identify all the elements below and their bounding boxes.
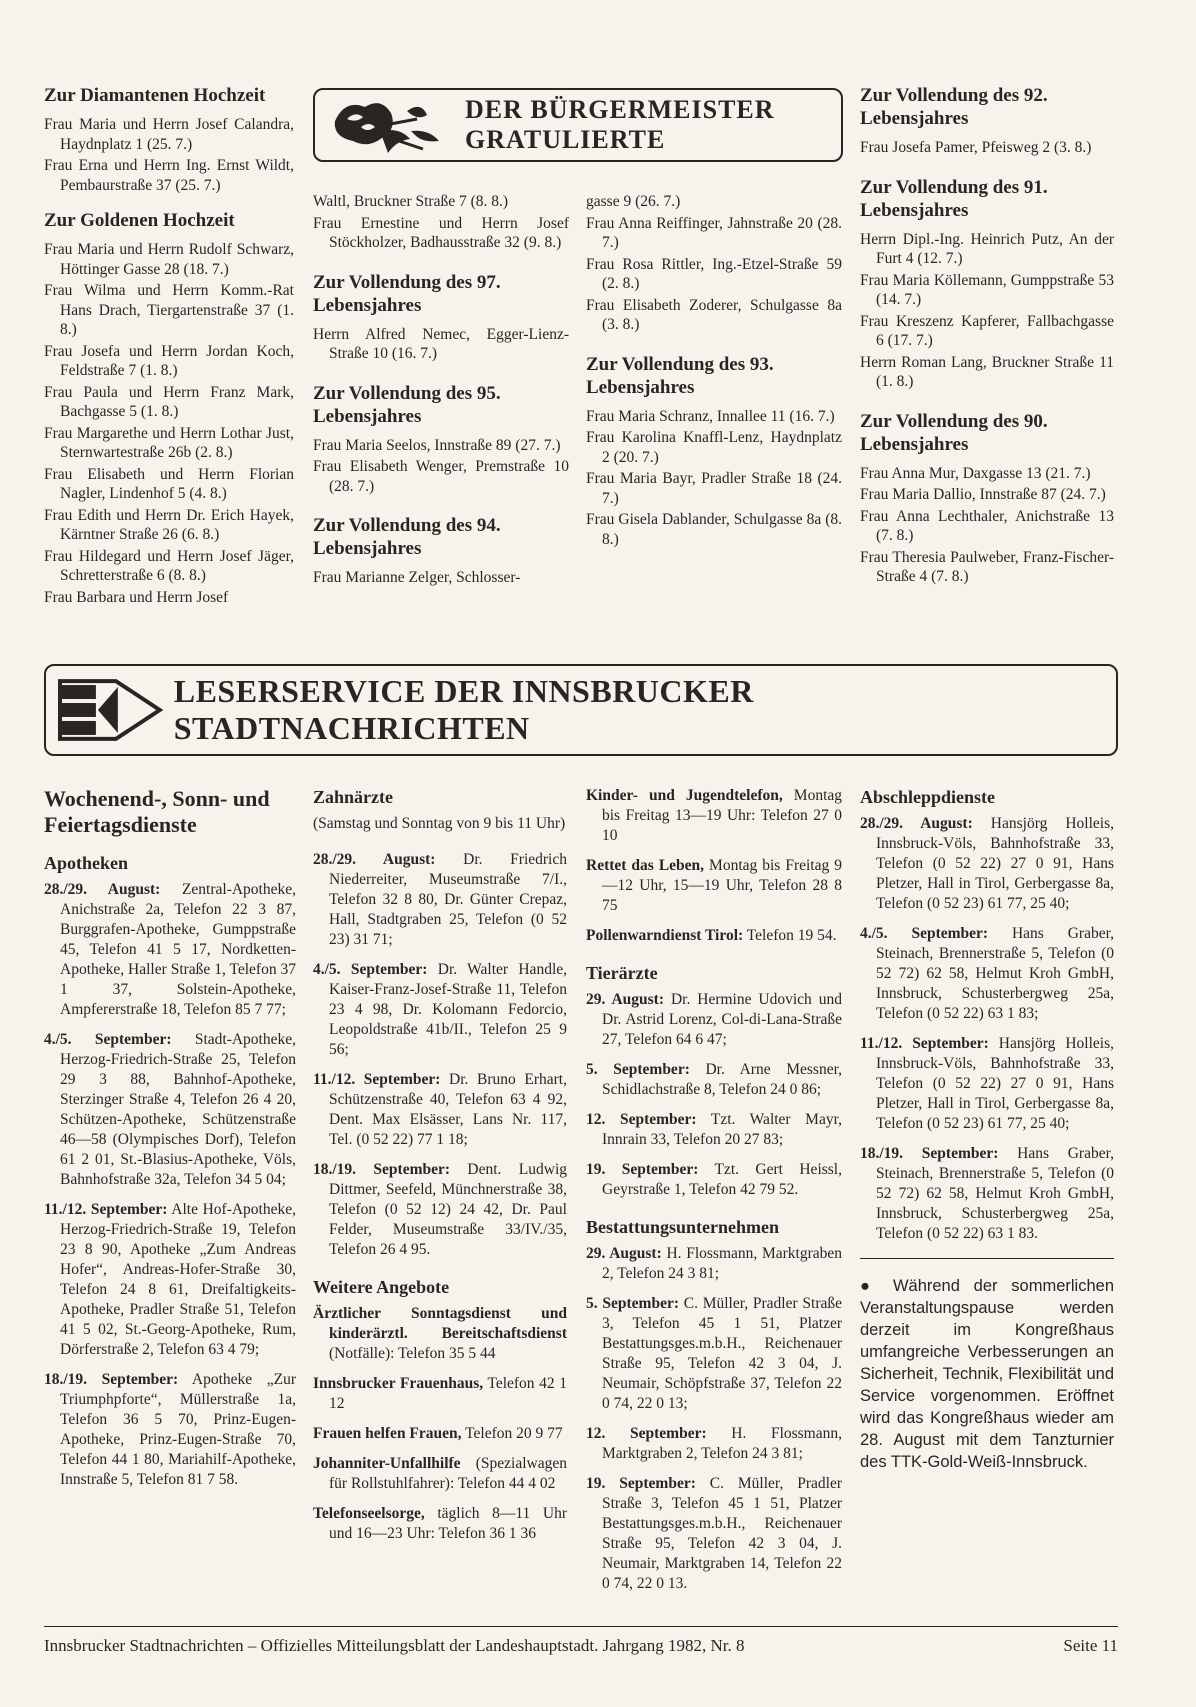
service-entry	[586, 1110, 842, 1150]
entry-label: 18./19. September:	[44, 1371, 179, 1388]
entry: Waltl, Bruckner Straße 7 (8. 8.)	[313, 193, 509, 210]
entry: Frau Elisabeth Wenger, Premstraße 10 (28. 7.)	[313, 458, 569, 495]
service-entry	[313, 1454, 567, 1494]
entry-text: Montag bis Freitag 9—12 Uhr, 15—19 Uhr, Telefon 28 8 75	[602, 857, 842, 914]
entry-text: H. Flossmann, Marktgraben 2, Telefon 24 3 81;	[602, 1245, 843, 1282]
entry-list	[860, 814, 1114, 1244]
entry-label: 18./19. September:	[313, 1161, 451, 1178]
entry-text: C. Müller, Pradler Straße 3, Telefon 45 1 51, Platzer Bestattungsges.m.b.H., Reichenauer Straße 95, Telefon 42 3 04, J. Neumair, Marktgraben 14, Telefon 22 0 74, 22 0 13.	[602, 1475, 842, 1592]
entry-text: Tzt. Walter Mayr, Innrain 33, Telefon 20 27 83;	[602, 1111, 842, 1148]
entry-text: Telefon 42 1 12	[329, 1375, 567, 1412]
service-entry	[586, 1244, 842, 1284]
entry: Herrn Roman Lang, Bruckner Straße 11 (1. 8.)	[860, 353, 1114, 390]
entry-text: Dr. Hermine Udovich und Dr. Astrid Lorenz, Col-di-Lana-Straße 27, Telefon 64 6 47;	[602, 991, 842, 1048]
entry-label: 28./29. August:	[313, 851, 436, 868]
entry-label: 18./19. September:	[860, 1145, 999, 1162]
entry-list	[313, 850, 567, 1260]
section-heading: Zur Vollendung des 95. Lebensjahres	[313, 382, 501, 427]
service-entry	[586, 786, 842, 846]
entry-text: H. Flossmann, Marktgraben 2, Telefon 24 3 81;	[602, 1425, 842, 1462]
service-entry	[44, 1030, 296, 1190]
service-title: Wochenend-, Sonn- und Feiertagsdienste	[44, 786, 270, 837]
entry: Frau Anna Reiffinger, Jahnstraße 20 (28. 7.)	[586, 214, 842, 251]
entry: Frau Ernestine und Herrn Josef Stöckholzer, Badhausstraße 32 (9. 8.)	[313, 214, 569, 251]
entry: Frau Maria Dallio, Innstraße 87 (24. 7.)	[860, 486, 1106, 503]
entry: gasse 9 (26. 7.)	[586, 193, 681, 210]
service-entry	[313, 1160, 567, 1260]
bullet-icon: ●	[860, 1277, 880, 1295]
entry-label: 28./29. August:	[860, 815, 973, 832]
entry: Herrn Alfred Nemec, Egger-Lienz-Straße 10 (16. 7.)	[313, 325, 569, 362]
service-entry	[44, 1200, 296, 1360]
entry-label: Telefonseelsorge,	[313, 1505, 425, 1522]
service-entry	[586, 990, 842, 1050]
entry-label: 11./12. September:	[313, 1071, 441, 1088]
entry-list	[313, 1304, 567, 1544]
service-entry	[44, 880, 296, 1020]
banner-buergermeister	[313, 88, 843, 162]
entry: Frau Margarethe und Herrn Lothar Just, Sternwartestraße 26b (2. 8.)	[44, 424, 294, 461]
zahnaerzte-heading: Zahnärzte	[313, 787, 393, 807]
banner-leserservice-title: LESERSERVICE DER INNSBRUCKER STADTNACHRICHTEN	[173, 673, 754, 746]
gratulation-col-1	[44, 84, 294, 609]
arrow-logo-icon	[56, 675, 166, 745]
page-footer	[44, 1626, 1118, 1661]
entry: Frau Maria Bayr, Pradler Straße 18 (24. 7.)	[586, 470, 842, 507]
entry-text: Telefon 19 54.	[743, 927, 837, 944]
service-entry	[313, 1374, 567, 1414]
gratulation-col-3	[586, 192, 842, 551]
service-entry	[586, 1424, 842, 1464]
entry: Frau Erna und Herrn Ing. Ernst Wildt, Pembaurstraße 37 (25. 7.)	[44, 157, 294, 194]
section-heading: Zur Vollendung des 93. Lebensjahres	[586, 353, 774, 398]
entry: Frau Maria und Herrn Rudolf Schwarz, Höttinger Gasse 28 (18. 7.)	[44, 241, 294, 278]
entry-list	[44, 115, 294, 195]
entry: Herrn Dipl.-Ing. Heinrich Putz, An der Furt 4 (12. 7.)	[860, 230, 1114, 267]
service-entry	[313, 960, 567, 1060]
service-entry	[313, 1304, 567, 1364]
service-col-3	[586, 786, 842, 1604]
section-heading: Zur Vollendung des 90. Lebensjahres	[860, 410, 1048, 455]
service-entry	[313, 850, 567, 950]
entry-list	[313, 192, 569, 588]
entry-label: 4./5. September:	[44, 1031, 172, 1048]
entry-label: 12. September:	[586, 1111, 697, 1128]
service-entry	[313, 1070, 567, 1150]
service-col-4	[860, 786, 1114, 1473]
entry-label: 19. September:	[586, 1475, 696, 1492]
entry-label: 5. September:	[586, 1061, 690, 1078]
service-col-2	[313, 786, 567, 1554]
zahnaerzte-note: (Samstag und Sonntag von 9 bis 11 Uhr)	[313, 815, 566, 832]
entry-text: Hans Graber, Steinach, Brennerstraße 5, Telefon (0 52 72) 62 58, Helmut Kroh GmbH, Innsbruck, Schusterbergweg 25a, Telefon (0 52 22) 63 1 83.	[876, 1145, 1115, 1242]
service-entry	[313, 1504, 567, 1544]
rose-icon	[325, 91, 455, 159]
entry-label: 4./5. September:	[860, 925, 989, 942]
entry-label: 11./12. September:	[44, 1201, 168, 1218]
section-heading: Zur Vollendung des 97. Lebensjahres	[313, 271, 501, 316]
entry-text: Hansjörg Holleis, Innsbruck-Völs, Bahnhofstraße 33, Telefon (0 52 22) 27 0 91, Hans Pletzer, Hall in Tirol, Gerbergasse 8a, Telefon (0 52 23) 61 77, 25 40;	[876, 815, 1114, 912]
divider	[860, 1258, 1114, 1259]
banner-leserservice	[44, 664, 1118, 756]
entry: Frau Gisela Dablander, Schulgasse 8a (8. 8.)	[586, 511, 842, 548]
notice-text: Während der sommerlichen Veranstaltungspause werden derzeit im Kongreßhaus umfangreiche Verbesserungen an Sicherheit, Technik, Flexibilität und Service vorgenommen. Eröffnet wird das Kongreßhaus wieder am 28. August mit dem Tanzturnier des TTK-Gold-Weiß-Innsbruck.	[860, 1277, 1115, 1471]
entry-text: C. Müller, Pradler Straße 3, Telefon 45 1 51, Platzer Bestattungsges.m.b.H., Reichenauer Straße 95, Telefon 42 3 04, J. Neumair, Schöpfstraße 37, Telefon 22 0 74, 22 0 13;	[602, 1295, 842, 1412]
entry: Frau Rosa Rittler, Ing.-Etzel-Straße 59 (2. 8.)	[586, 255, 842, 292]
entry-list	[44, 880, 296, 1490]
entry-text: Zentral-Apotheke, Anichstraße 2a, Telefon 22 3 87, Burggrafen-Apotheke, Gumppstraße 45, Telefon 41 5 17, Nordketten-Apotheke, Haller Straße 1, Telefon 37 1 37, Solstein-Apotheke, Ampfererstraße 18, Telefon 85 7 77;	[60, 881, 296, 1018]
entry: Frau Theresia Paulweber, Franz-Fischer-Straße 4 (7. 8.)	[860, 548, 1114, 585]
entry-label: Rettet das Leben,	[586, 857, 705, 874]
entry-text: Dr. Bruno Erhart, Schützenstraße 40, Telefon 63 4 92, Dent. Max Elsässer, Lans Nr. 117, Tel. (0 52 22) 77 1 18;	[329, 1071, 567, 1148]
entry-list	[860, 84, 1114, 587]
entry-text: Hans Graber, Steinach, Brennerstraße 5, Telefon (0 52 72) 62 58, Helmut Kroh GmbH, Innsbruck, Schusterbergweg 25a, Telefon (0 52 22) 63 1 83;	[876, 925, 1115, 1022]
heading-diamond: Zur Diamantenen Hochzeit	[44, 85, 266, 106]
section-heading: Zur Vollendung des 92. Lebensjahres	[860, 85, 1048, 129]
entry: Frau Maria Köllemann, Gumppstraße 53 (14. 7.)	[860, 271, 1114, 308]
service-entry	[860, 814, 1114, 914]
entry-list	[586, 1244, 842, 1594]
entry-label: Innsbrucker Frauenhaus,	[313, 1375, 484, 1392]
entry-label: 4./5. September:	[313, 961, 428, 978]
service-entry	[586, 926, 842, 946]
entry-label: Ärztlicher Sonntagsdienst und kinderärztl. Bereitschaftsdienst	[313, 1305, 567, 1342]
entry: Frau Anna Mur, Daxgasse 13 (21. 7.)	[860, 464, 1091, 482]
service-entry	[586, 1294, 842, 1414]
gratulation-col-4	[860, 84, 1114, 589]
weitere-heading: Weitere Angebote	[313, 1277, 450, 1297]
entry: Frau Maria und Herrn Josef Calandra, Haydnplatz 1 (25. 7.)	[44, 116, 294, 153]
page-number: Seite 11	[1063, 1636, 1118, 1655]
entry: Frau Anna Lechthaler, Anichstraße 13 (7. 8.)	[860, 507, 1114, 544]
entry: Frau Josefa Pamer, Pfeisweg 2 (3. 8.)	[860, 139, 1092, 156]
entry-text: (Notfälle): Telefon 35 5 44	[329, 1345, 496, 1362]
abschlepp-heading: Abschleppdienste	[860, 787, 996, 807]
entry: Frau Edith und Herrn Dr. Erich Hayek, Kärntner Straße 26 (6. 8.)	[44, 506, 294, 543]
entry: Frau Paula und Herrn Franz Mark, Bachgasse 5 (1. 8.)	[44, 383, 294, 420]
entry: Frau Elisabeth Zoderer, Schulgasse 8a (3. 8.)	[586, 296, 842, 333]
entry-list	[586, 192, 842, 549]
footer-publication: Innsbrucker Stadtnachrichten – Offizielles Mitteilungsblatt der Landeshauptstadt. Jahrgang 1982, Nr. 8	[44, 1636, 745, 1655]
entry-text: Tzt. Gert Heissl, Geyrstraße 1, Telefon 42 79 52.	[602, 1161, 842, 1198]
entry-list	[586, 786, 842, 946]
entry: Frau Marianne Zelger, Schlosser-	[313, 569, 521, 586]
entry: Frau Josefa und Herrn Jordan Koch, Feldstraße 7 (1. 8.)	[44, 342, 294, 379]
service-entry	[860, 1034, 1114, 1134]
entry-text: (Spezialwagen für Rollstuhlfahrer): Telefon 44 4 02	[329, 1455, 567, 1492]
entry: Frau Barbara und Herrn Josef	[44, 588, 229, 606]
entry-text: Dr. Walter Handle, Kaiser-Franz-Josef-Straße 11, Telefon 23 4 98, Dr. Kolomann Fedorcio, Leopoldstraße 41b/II., Telefon 25 9 56;	[329, 961, 567, 1058]
entry-label: Pollenwarndienst Tirol:	[586, 927, 744, 944]
apotheken-heading: Apotheken	[44, 853, 129, 873]
service-entry	[860, 1144, 1114, 1244]
banner-title-line2: GRATULIERTE	[465, 125, 666, 154]
entry-label: Frauen helfen Frauen,	[313, 1425, 462, 1442]
entry: Frau Maria Schranz, Innallee 11 (16. 7.)	[586, 407, 835, 425]
entry-text: Montag bis Freitag 13—19 Uhr: Telefon 27 0 10	[602, 787, 842, 844]
entry-label: Kinder- und Jugendtelefon,	[586, 787, 783, 804]
entry-text: Hansjörg Holleis, Innsbruck-Völs, Bahnhofstraße 33, Telefon (0 52 22) 27 0 91, Hans Pletzer, Hall in Tirol, Gerbergasse 8a, Telefon (0 52 23) 61 77, 25 40;	[876, 1035, 1114, 1132]
service-entry	[586, 1160, 842, 1200]
entry-text: Alte Hof-Apotheke, Herzog-Friedrich-Straße 19, Telefon 23 8 90, Apotheke „Zum Andreas Hofer“, Andreas-Hofer-Straße 30, Telefon 24 8 61, Dreifaltigkeits-Apotheke, Pradler Straße 51, Telefon 41 5 02, St.-Georg-Apotheke, Rum, Dörferstraße 2, Telefon 63 4 79;	[60, 1201, 296, 1358]
entry-label: 29. August:	[586, 1245, 662, 1262]
entry: Frau Elisabeth und Herrn Florian Nagler, Lindenhof 5 (4. 8.)	[44, 465, 294, 502]
notice-box	[860, 1275, 1114, 1473]
entry: Frau Karolina Knaffl-Lenz, Haydnplatz 2 (20. 7.)	[586, 429, 842, 466]
tieraerzte-heading: Tierärzte	[586, 963, 658, 983]
entry: Frau Hildegard und Herrn Josef Jäger, Schretterstraße 6 (8. 8.)	[44, 547, 294, 584]
section-heading: Zur Vollendung des 91. Lebensjahres	[860, 176, 1048, 221]
bestattung-heading: Bestattungsunternehmen	[586, 1217, 780, 1237]
service-entry	[586, 1060, 842, 1100]
entry-text: täglich 8—11 Uhr und 16—23 Uhr: Telefon 36 1 36	[329, 1505, 567, 1542]
entry: Frau Maria Seelos, Innstraße 89 (27. 7.)	[313, 436, 561, 454]
entry-label: 19. September:	[586, 1161, 699, 1178]
entry-label: 12. September:	[586, 1425, 707, 1442]
service-col-1	[44, 786, 296, 1500]
service-entry	[586, 856, 842, 916]
entry-text: Dr. Arne Messner, Schidlachstraße 8, Telefon 24 0 86;	[602, 1061, 842, 1098]
entry-text: Dent. Ludwig Dittmer, Seefeld, Münchnerstraße 38, Telefon (0 52 12) 24 42, Dr. Paul Felder, Museumstraße 33/IV./35, Telefon 26 4 95.	[329, 1161, 567, 1258]
heading-golden: Zur Goldenen Hochzeit	[44, 210, 235, 231]
entry: Frau Wilma und Herrn Komm.-Rat Hans Drach, Tiergartenstraße 37 (1. 8.)	[44, 282, 294, 338]
entry-text: Apotheke „Zur Triumphpforte“, Müllerstraße 1a, Telefon 36 5 70, Prinz-Eugen-Apotheke, Prinz-Eugen-Straße 70, Telefon 44 1 80, Mariahilf-Apotheke, Innstraße 5, Telefon 81 7 58.	[60, 1371, 297, 1488]
service-entry	[586, 1474, 842, 1594]
service-entry	[860, 924, 1114, 1024]
entry-label: 5. September:	[586, 1295, 679, 1312]
gratulation-col-2	[313, 192, 569, 590]
entry-list	[586, 990, 842, 1200]
service-entry	[44, 1370, 296, 1490]
entry-label: 11./12. September:	[860, 1035, 989, 1052]
entry-text: Telefon 20 9 77	[461, 1425, 563, 1442]
entry: Frau Kreszenz Kapferer, Fallbachgasse 6 (17. 7.)	[860, 312, 1114, 349]
banner-title-line1: DER BÜRGERMEISTER	[465, 95, 775, 124]
entry-text: Dr. Friedrich Niederreiter, Museumstraße 7/I., Telefon 32 8 80, Dr. Günter Crepaz, Hall, Stadtgraben 25, Telefon (0 52 23) 31 71;	[329, 851, 567, 948]
entry-label: Johanniter-Unfallhilfe	[313, 1455, 461, 1472]
service-entry	[313, 1424, 567, 1444]
entry-label: 29. August:	[586, 991, 664, 1008]
entry-label: 28./29. August:	[44, 881, 161, 898]
section-heading: Zur Vollendung des 94. Lebensjahres	[313, 515, 501, 559]
entry-text: Stadt-Apotheke, Herzog-Friedrich-Straße 25, Telefon 29 3 88, Bahnhof-Apotheke, Sterzinger Straße 4, Telefon 26 4 20, Schützen-Apotheke, Schützenstraße 46—58 (Olympisches Dorf), Telefon 61 2 01, St.-Blasius-Apotheke, Völs, Bahnhofstraße 32a, Telefon 34 5 04;	[60, 1031, 296, 1188]
entry-list	[44, 240, 294, 607]
